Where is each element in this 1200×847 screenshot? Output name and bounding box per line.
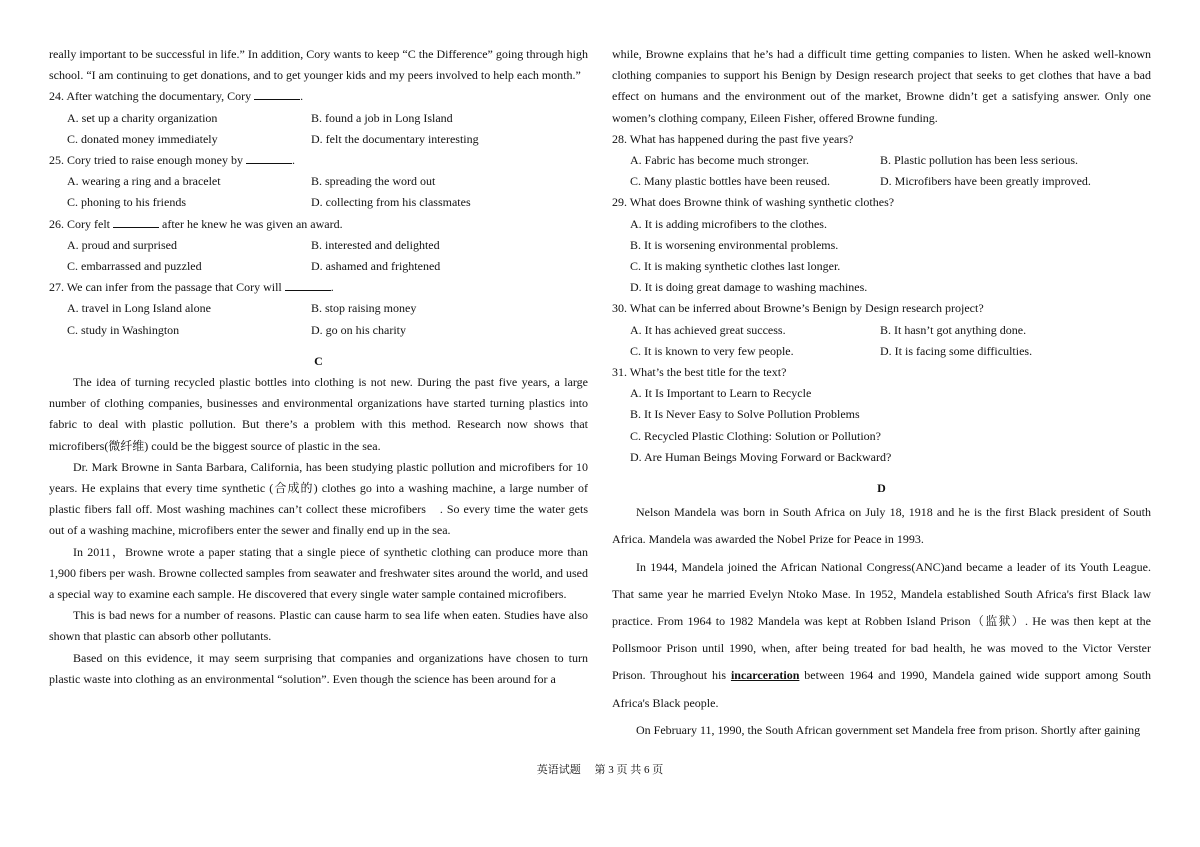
question-stem: 26. Cory felt [49, 216, 113, 231]
option-a: A. wearing a ring and a bracelet [67, 174, 221, 189]
option-a: A. It Is Important to Learn to Recycle [630, 386, 812, 401]
question-stem: 31. What’s the best title for the text? [612, 365, 787, 380]
option-d: D. Are Human Beings Moving Forward or Backward? [630, 449, 892, 464]
option-a: A. It has achieved great success. [630, 322, 786, 337]
left-column [49, 44, 588, 690]
passage-c-paragraph: This is bad news for a number of reasons. Plastic can cause harm to sea life when eaten. Studies have also shown that plastic can absorb other pollutants. [49, 608, 588, 644]
options [49, 298, 588, 340]
option-b: B. It is worsening environmental problems. [630, 237, 839, 252]
question-stem: 28. What has happened during the past five years? [612, 131, 854, 146]
page-footer: 英语试题 第 3 页 共 6 页 [536, 764, 664, 776]
options [612, 320, 1151, 362]
question-31 [612, 362, 1151, 468]
option-c: C. donated money immediately [67, 131, 218, 146]
option-d: D. felt the documentary interesting [311, 131, 479, 146]
options [612, 150, 1151, 192]
question-27: 27. We can infer from the passage that Cory will . A. travel in Long Island alone B. stop raising money C. study in Washington D. go on his charity [49, 277, 588, 341]
question-25: 25. Cory tried to raise enough money by . A. wearing a ring and a bracelet B. spreading the word out C. phoning to his friends D. collecting from his classmates [49, 150, 588, 214]
option-c: C. study in Washington [67, 322, 180, 337]
option-c: C. embarrassed and puzzled [67, 259, 202, 274]
passage-b-continuation: really important to be successful in life.” In addition, Cory wants to keep “C the Difference” going through high school. “I am continuing to get donations, and to get younger kids and my peers involved to help each month.” [49, 47, 588, 83]
question-29 [612, 192, 1151, 298]
option-b: B. spreading the word out [311, 174, 436, 189]
question-stem: 25. Cory tried to raise enough money by [49, 153, 246, 168]
option-d: D. It is doing great damage to washing machines. [630, 280, 868, 295]
option-b: B. interested and delighted [311, 237, 440, 252]
question-30 [612, 298, 1151, 362]
question-26: 26. Cory felt after he knew he was given an award. A. proud and surprised B. interested and delighted C. embarrassed and puzzled D. ashamed and frightened [49, 214, 588, 278]
passage-d-paragraph: In 1944, Mandela joined the African National Congress(ANC)and became a leader of its Youth League. That same year he married Evelyn Ntoko Mase. In 1952, Mandela established South Africa's first Black law practice. From 1964 to 1982 Mandela was kept at Robben Island Prison（监狱）. He was then kept at the Pollsmoor Prison until 1990, when, after being treated for bad health, he was moved to the Victor Verster Prison. Throughout his incarceration between 1964 and 1990, Mandela gained wide support among South Africa's Black people. [612, 559, 1151, 710]
option-b: B. found a job in Long Island [311, 110, 453, 125]
answer-blank [246, 153, 292, 164]
option-d: D. go on his charity [311, 322, 406, 337]
option-b: B. stop raising money [311, 301, 417, 316]
option-c: C. It is making synthetic clothes last longer. [630, 259, 841, 274]
section-d-heading: D [877, 481, 886, 496]
passage-c-paragraph: The idea of turning recycled plastic bottles into clothing is not new. During the past five years, a large number of clothing companies, businesses and environmental organizations have started turning plastics into fabric to deal with plastic pollution. But there’s a problem with this method. Research now shows that microfibers(微纤维) could be the biggest source of plastic in the sea. [49, 375, 588, 453]
section-c-heading: C [314, 353, 323, 368]
option-c: C. It is known to very few people. [630, 343, 794, 358]
option-b: B. It Is Never Easy to Solve Pollution Problems [630, 407, 860, 422]
question-stem: 24. After watching the documentary, Cory [49, 89, 255, 104]
question-28 [612, 129, 1151, 193]
option-c: C. phoning to his friends [67, 195, 186, 210]
options [49, 171, 588, 213]
passage-c-continuation: while, Browne explains that he’s had a difficult time getting companies to listen. When he asked well-known clothing companies to support his Benign by Design research project that seeks to get clothes that have a bad effect on humans and the environment out of the market, Browne didn’t get a satisfying answer. Only one women’s clothing company, Eileen Fisher, offered Browne funding. [612, 47, 1151, 125]
option-d: D. It is facing some difficulties. [880, 343, 1033, 358]
underlined-keyword: incarceration [730, 668, 800, 683]
passage-c-paragraph: Dr. Mark Browne in Santa Barbara, California, has been studying plastic pollution and microfibers for 10 years. He explains that every time synthetic (合成的) clothes go into a washing machine, a large number of plastic fibers fall off. Most washing machines can’t collect these microfibers . So every time the water gets out of a washing machine, microfibers enter the sewer and finally end up in the sea. [49, 459, 588, 538]
option-a: A. Fabric has become much stronger. [630, 153, 809, 168]
passage-d-paragraph: On February 11, 1990, the South African government set Mandela free from prison. Shortly after gaining [636, 722, 1141, 737]
option-a: A. set up a charity organization [67, 110, 218, 125]
option-d: D. collecting from his classmates [311, 195, 471, 210]
option-b: B. Plastic pollution has been less serious. [880, 153, 1078, 168]
question-24: 24. After watching the documentary, Cory . A. set up a charity organization B. found a job in Long Island C. donated money immediately D. felt the documentary interesting [49, 86, 588, 150]
option-a: A. It is adding microfibers to the clothes. [630, 216, 827, 231]
passage-d-paragraph: Nelson Mandela was born in South Africa on July 18, 1918 and he is the first Black president of South Africa. Mandela was awarded the Nobel Prize for Peace in 1993. [612, 505, 1151, 547]
right-column [612, 44, 1151, 744]
option-d: D. ashamed and frightened [311, 259, 441, 274]
options [49, 108, 588, 150]
passage-c-paragraph: Based on this evidence, it may seem surprising that companies and organizations have chosen to turn plastic waste into clothing as an environmental “solution”. Even though the science has been around for a [49, 650, 588, 686]
option-a: A. travel in Long Island alone [67, 301, 211, 316]
options [49, 235, 588, 277]
question-stem: 30. What can be inferred about Browne’s Benign by Design research project? [612, 301, 984, 316]
option-c: C. Many plastic bottles have been reused. [630, 174, 830, 189]
answer-blank [113, 217, 159, 228]
option-c: C. Recycled Plastic Clothing: Solution or Pollution? [630, 428, 881, 443]
answer-blank [254, 89, 300, 100]
question-stem: 27. We can infer from the passage that Cory will [49, 280, 285, 295]
option-a: A. proud and surprised [67, 237, 177, 252]
option-d: D. Microfibers have been greatly improved. [880, 174, 1091, 189]
passage-c-paragraph: In 2011，Browne wrote a paper stating that a single piece of synthetic clothing can produce more than 1,900 fibers per wash. Browne collected samples from seawater and freshwater sites around the world, and used a special way to examine each sample. He discovered that every single water sample contained microfibers. [49, 544, 588, 602]
answer-blank [285, 280, 331, 291]
option-b: B. It hasn’t got anything done. [880, 322, 1027, 337]
question-stem: 29. What does Browne think of washing synthetic clothes? [612, 195, 895, 210]
